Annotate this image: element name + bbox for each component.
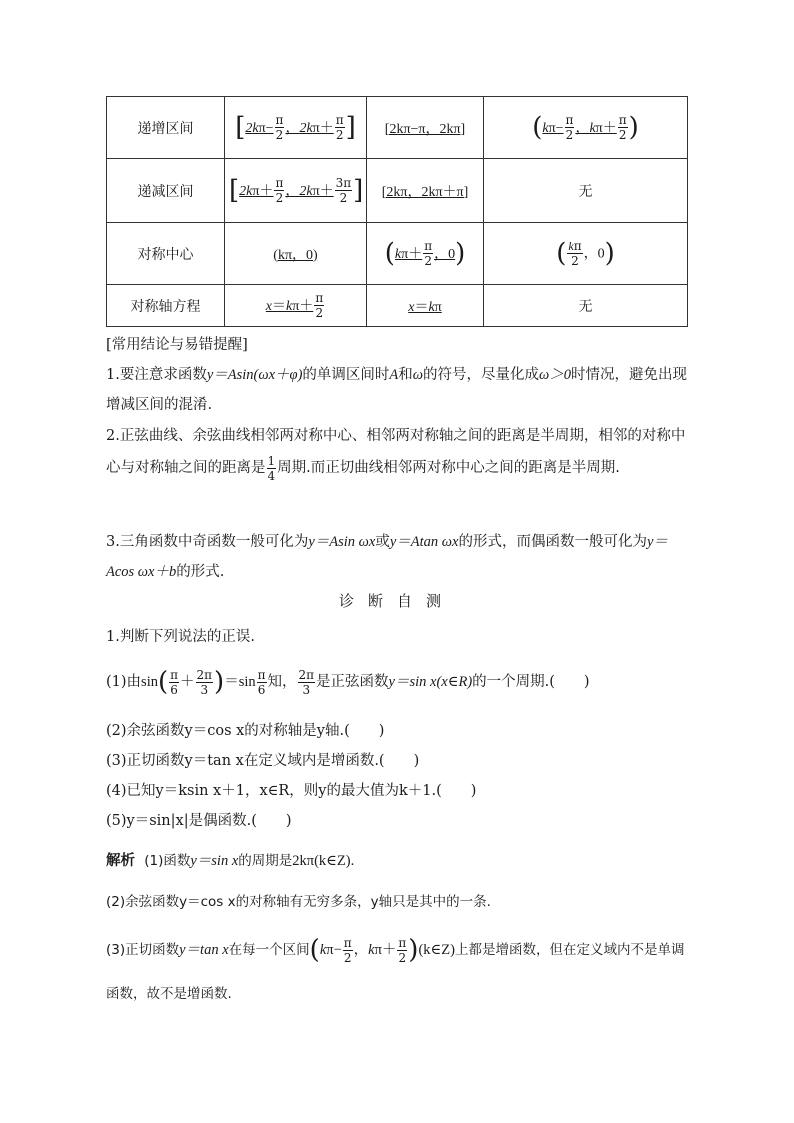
tan-increasing-cell: (kπ− $\frac{\pi}{2}$ ，kπ＋ $\frac{\pi}{2}$ ) bbox=[484, 97, 688, 159]
cos-axis-cell: x＝kπ bbox=[367, 285, 484, 327]
question-2: (2)余弦函数y＝cos x的对称轴是y轴.( ) bbox=[106, 723, 385, 739]
question-5: (5)y＝sin|x|是偶函数.( ) bbox=[106, 813, 292, 829]
tan-axis-cell: 无 bbox=[484, 285, 688, 327]
table-row bbox=[107, 285, 688, 327]
question-3: (3)正切函数y＝tan x在定义域内是增函数.( ) bbox=[106, 753, 420, 769]
row-label-center: 对称中心 bbox=[107, 223, 225, 285]
tan-decreasing-cell: 无 bbox=[484, 159, 688, 223]
tan-center-cell: ( $\frac{k\pi}{2}$ ，0) bbox=[484, 223, 688, 285]
sin-decreasing-cell: [2kπ＋ $\frac{\pi}{2}$ ，2kπ＋ $\frac{3\pi}{2}$ ] bbox=[225, 159, 367, 223]
solution-2: (2)余弦函数y＝cos x的对称轴有无穷多条，y轴只是其中的一条. bbox=[106, 894, 491, 910]
question-4: (4)已知y＝ksin x＋1，x∈R，则y的最大值为k＋1.( ) bbox=[106, 783, 477, 799]
solution-1: 解析 (1)函数y＝sin x的周期是2kπ(k∈Z). bbox=[106, 852, 355, 869]
solution-3: (3)正切函数y＝tan x在每一个区间(kπ− $\frac{\pi}{2}$ ，kπ＋ $\frac{\pi}{2}$ )(k∈Z)上都是增函数，但在定义域内不是单调函数，故不是增函数. bbox=[106, 935, 685, 1002]
notes-title: [常用结论与易错提醒] bbox=[106, 337, 248, 353]
note-item-1: 1.要注意求函数y＝Asin(ωx＋φ)的单调区间时A和ω的符号，尽量化成ω＞0时情况，避免出现增减区间的混淆. bbox=[106, 367, 688, 413]
question-1: (1)由sin( $\frac{\pi}{6}$ ＋ $\frac{2\pi}{3}$ )＝sin $\frac{\pi}{6}$ 知， $\frac{2\pi}{3}$ 是正弦函数y＝sin x(x∈R)的一个周期.( ) bbox=[106, 667, 590, 697]
sin-increasing-cell: [2kπ− $\frac{\pi}{2}$ ，2kπ＋ $\frac{\pi}{2}$ ] bbox=[225, 97, 367, 159]
solution-label: 解析 bbox=[106, 852, 135, 869]
section-heading: 诊断自测 bbox=[338, 592, 455, 610]
sin-axis-cell: x＝kπ＋ $\frac{\pi}{2}$ bbox=[225, 285, 367, 327]
properties-table bbox=[106, 96, 688, 327]
table-row bbox=[107, 223, 688, 285]
cos-center-cell: (kπ＋ $\frac{\pi}{2}$ ，0) bbox=[367, 223, 484, 285]
cos-increasing-cell: [2kπ−π，2kπ] bbox=[367, 97, 484, 159]
note-item-2: 2.正弦曲线、余弦曲线相邻两对称中心、相邻两对称轴之间的距离是半周期，相邻的对称中心与对称轴之间的距离是 $\frac{1}{4}$ 周期.而正切曲线相邻两对称中心之间的距离是半周期. bbox=[106, 428, 686, 483]
row-label-decreasing: 递减区间 bbox=[107, 159, 225, 223]
table-row bbox=[107, 159, 688, 223]
cos-decreasing-cell: [2kπ，2kπ＋π] bbox=[367, 159, 484, 223]
sin-center-cell: (kπ，0) bbox=[225, 223, 367, 285]
note-item-3: 3.三角函数中奇函数一般可化为y＝Asin ωx或y＝Atan ωx的形式，而偶函数一般可化为y＝Acos ωx＋b的形式. bbox=[106, 534, 668, 580]
row-label-increasing: 递增区间 bbox=[107, 97, 225, 159]
question-intro: 1.判断下列说法的正误. bbox=[106, 629, 255, 645]
table-row bbox=[107, 97, 688, 159]
row-label-axis: 对称轴方程 bbox=[107, 285, 225, 327]
